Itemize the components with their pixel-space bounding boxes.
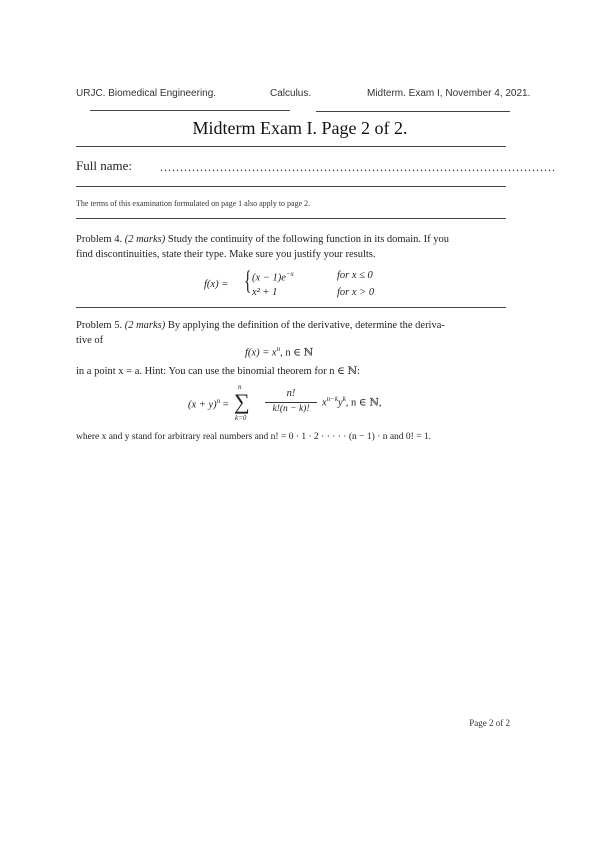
problem-4-statement — [76, 232, 516, 262]
page-title: Midterm Exam I. Page 2 of 2. — [192, 118, 408, 138]
piecewise-case-1 — [252, 270, 294, 284]
problem-5-label: Problem 5. — [76, 320, 123, 331]
problem-5-closing: where x and y stand for arbitrary real numbers and n! = 0 · 1 · 2 · · · · · (n − 1) · n and 0! = 1. — [76, 432, 432, 442]
problem-5-marks: (2 marks) — [124, 320, 166, 331]
problem-4-rule — [76, 307, 506, 308]
function-expression: f(x) = x — [245, 347, 277, 359]
full-name-label: Full name: — [76, 158, 132, 173]
full-name-field[interactable]: ................................................................................................... — [160, 160, 556, 174]
piecewise-case-2-condition: for x > 0 — [337, 287, 375, 298]
problem-5-text-line2: tive of — [76, 335, 104, 346]
header-rule-left — [90, 110, 290, 111]
case-1-exponent: −x — [285, 270, 294, 278]
case-1-expression: (x − 1)e — [252, 272, 286, 284]
problem-4-label: Problem 4. — [76, 234, 123, 245]
header-exam-date: Midterm. Exam I, November 4, 2021. — [367, 88, 531, 99]
piecewise-case-2: x² + 1 — [252, 287, 278, 298]
fraction-numerator: n! — [286, 388, 296, 399]
fraction-denominator: k!(n − k)! — [272, 404, 310, 414]
piecewise-brace: { — [244, 266, 252, 295]
header-institution: URJC. Biomedical Engineering. — [76, 88, 217, 99]
name-rule — [76, 186, 506, 187]
fraction-bar — [265, 402, 317, 403]
terms-note: The terms of this examination formulated on page 1 also apply to page 2. — [76, 199, 311, 208]
header-rule-right — [316, 111, 510, 112]
note-rule — [76, 218, 506, 219]
binomial-base: (x + y) — [188, 399, 217, 411]
sum-upper-limit: n — [238, 383, 242, 391]
page-number: Page 2 of 2 — [469, 718, 510, 728]
term-y: y — [338, 397, 343, 409]
sum-lower-limit: k=0 — [235, 414, 247, 422]
sum-symbol: ∑ — [234, 389, 250, 414]
term-x-exponent: n−k — [326, 395, 339, 403]
binomial-domain: , n ∈ ℕ, — [345, 397, 382, 409]
problem-5-hint: in a point x = a. Hint: You can use the binomial theorem for n ∈ ℕ: — [76, 366, 361, 377]
binomial-equals: = — [222, 399, 229, 411]
problem-5-function — [245, 345, 313, 359]
binomial-term — [322, 395, 382, 409]
problem-5-statement — [76, 318, 516, 348]
binomial-exponent: n — [216, 397, 221, 405]
piecewise-case-1-condition: for x ≤ 0 — [337, 270, 373, 281]
problem-4-marks: (2 marks) — [124, 234, 166, 245]
problem-4-text-line1: Study the continuity of the following function in its domain. If you — [167, 234, 450, 245]
term-x: x — [322, 397, 327, 409]
binomial-lhs — [188, 397, 229, 411]
problem-4-text-line2: find discontinuities, state their type. Make sure you justify your results. — [76, 249, 376, 260]
problem-5-text-line1: By applying the definition of the derivative, determine the deriva- — [167, 320, 445, 331]
function-domain: , n ∈ ℕ — [280, 347, 314, 359]
header-course: Calculus. — [270, 88, 312, 99]
function-exponent: n — [276, 345, 281, 353]
piecewise-lhs: f(x) = — [204, 279, 229, 290]
term-y-exponent: k — [342, 395, 346, 403]
title-rule — [76, 146, 506, 147]
